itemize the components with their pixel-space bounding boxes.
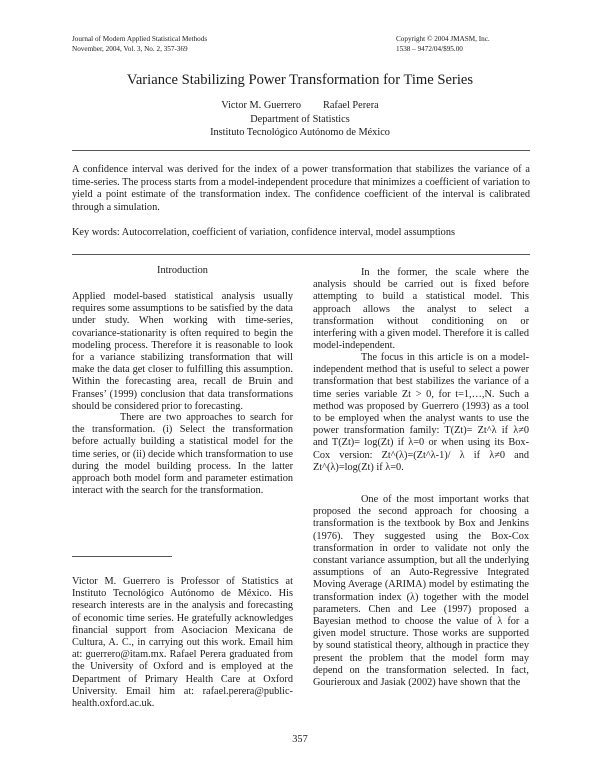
section-heading: Introduction <box>157 265 208 276</box>
paragraph-text: In the former, the scale where the analysis should be carried out is fixed before attempting to build a statistical model. This approach allows the analyst to select a transformation without conditioning on or interfering with a given model. Therefore it is called model-independent. <box>313 267 529 352</box>
author-name: Rafael Perera <box>322 100 379 111</box>
page-number: 357 <box>292 734 308 745</box>
bio-text: Victor M. Guerrero is Professor of Statistics at Instituto Tecnológico Autónomo de México. His research interests are in the analysis and forecasting of economic time series. He gratefully acknowledges financial support from Asociacion Mexicana de Cultura, A. C., in carrying out this work. Email him at: guerrero@itam.mx. Rafael Perera graduated from the University of Oxford and is employed at the Department of Primary Health Care at Oxford University. Email him at: rafael.perera@public-health.oxford.ac.uk. <box>72 576 293 710</box>
institution: Instituto Tecnológico Autónomo de México <box>210 127 390 138</box>
author-bio <box>72 576 293 710</box>
right-paragraph-3 <box>313 494 529 689</box>
abstract: A confidence interval was derived for the index of a power transformation that stabilizes the variance of a time-series. The process starts from a model-independent procedure that minimizes a coefficient of variation to yield a point estimate of the transformation index. The confidence coefficient of the interval is calibrated through a simulation. <box>72 164 530 213</box>
abstract-bottom-divider <box>72 254 530 255</box>
paragraph-text: The focus in this article is on a model-independent method that is useful to select a power transformation that best stabilizes the variance of a time series variable Zt > 0, for t=1,…,N. Such a method was proposed by Guerrero (1993) as a tool to be employed when the analyst wants to use the power transformation family: T(Zt)= Zt^λ if λ≠0 and T(Zt)= log(Zt) if λ=0 or when using its Box-Cox version: Zt^(λ)=(Zt^λ-1)/ λ if λ≠0 and Zt^(λ)=log(Zt) if λ=0. <box>313 352 529 473</box>
paper-title: Variance Stabilizing Power Transformation for Time Series <box>126 72 474 88</box>
intro-paragraph-1 <box>72 291 293 413</box>
department: Department of Statistics <box>250 114 350 125</box>
journal-name: Journal of Modern Applied Statistical Methods <box>72 35 208 43</box>
paragraph-text: Applied model-based statistical analysis usually requires some assumptions to be satisfied by the data under study. When working with time-series, covariance-stationarity is often required to begin the modeling process. Therefore it is reasonable to look for a variance stabilizing transformation that will make the data get closer to fulfilling this assumption. Within the forecasting area, recall de Bruin and Franses’ (1999) conclusion that data transformations should be considered prior to forecasting. <box>72 291 293 412</box>
author-list <box>200 99 400 112</box>
copyright-notice <box>396 35 490 54</box>
intro-paragraph-2 <box>72 412 293 497</box>
right-paragraph-2 <box>313 352 529 474</box>
keywords: Key words: Autocorrelation, coefficient of variation, confidence interval, model assumptions <box>72 227 455 238</box>
paragraph-text: There are two approaches to search for the transformation. (i) Select the transformation before actually building a statistical model for the time series, or (ii) decide which transformation to use during the model building process. In the latter approach both model form and parameter estimation interact with the search for the transformation. <box>72 412 293 497</box>
journal-citation <box>72 35 207 54</box>
footnote-divider <box>72 556 172 557</box>
paragraph-text: One of the most important works that proposed the second approach for choosing a transformation is the textbook by Box and Jenkins (1976). They suggested using the Box-Cox transformation in order to validate not only the constant variance assumption, but all the underlying assumptions of an Auto-Regressive Integrated Moving Average (ARIMA) model by estimating the transformation index (λ) together with the model parameters. Chen and Lee (1997) proposed a Bayesian method to choose the value of λ for a given model structure. Those works are supported by sound statistical theory, although in practice they present the problem that the model form may depend on the transformation selected. In fact, Gourieroux and Jasiak (2002) have shown that the <box>313 494 529 689</box>
issn-line: 1538 – 9472/04/$95.00 <box>396 44 463 53</box>
copyright-line: Copyright © 2004 JMASM, Inc. <box>396 35 490 43</box>
journal-issue: November, 2004, Vol. 3, No. 2, 357-369 <box>72 44 188 53</box>
abstract-top-divider <box>72 150 530 151</box>
author-name: Victor M. Guerrero <box>221 100 301 111</box>
right-paragraph-1 <box>313 267 529 352</box>
